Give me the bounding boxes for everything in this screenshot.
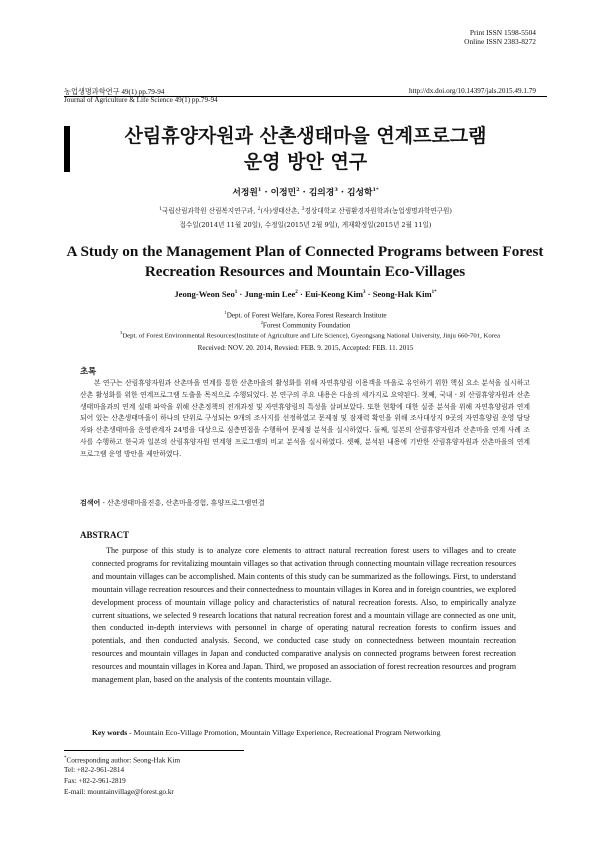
title-kr-line1: 산림휴양자원과 산촌생태마을 연계프로그램 <box>124 125 487 147</box>
affiliation-kr: $^1$국립산림과학원 산림복지연구과, $^2$(사)생태산촌, $^3$경상대학교 산림환경자원학과(농업생명과학연구원) <box>159 207 452 216</box>
keywords-kr: 검색어 - 산촌생태마을진흥, 산촌마을경험, 휴양프로그램연결 <box>80 498 265 507</box>
header-rule <box>64 96 547 97</box>
footnote-tel: Tel: +82-2-961-2814 <box>64 766 125 774</box>
title-en-line2: Recreation Resources and Mountain Eco-Villages <box>144 263 466 280</box>
title-kr-line2: 운영 방안 연구 <box>243 151 368 173</box>
abstract-en-body: The purpose of this study is to analyze core elements to attract natural recreation forest users to villages and to create connected programs for revitalizing mountain villages so that activation through connecting mountain village recreation resources and mountain villages can be accomplished. Main contents of this study can be summarized as the followings. First, to understand mountain village recreation resources and their connectedness to mountain villages in Korea and in foreign countries, we explored development process of mountain village policy and characteristics of natural recreation forests. Also, to empirically analyze current situations, we selected 9 research locations that natural recreation forest and a mountain village are connected as one unit, then conducted in-depth interviews with personnel in charge of operating natural recreation forests to confirm issues and potentials, and then conducted analysis. Second, we conducted case study on connectedness between mountain recreation resources and mountain villages in Japan and conducted comparative analysis on connected programs between forest recreation resources and mountain villages in Korea and Japan. Third, we proposed an association of forest recreation resources and program management plan, based on the analysis of the contents mountain village. <box>92 546 517 685</box>
footnote-rule <box>64 750 244 751</box>
dates-kr: 접수일(2014년 11월 20일), 수정일(2015년 2월 9일), 게재확정일(2015년 2월 11일) <box>179 221 432 229</box>
affiliation-en-1: $^1$Dept. of Forest Welfare, Korea Forest Research Institute <box>224 310 387 320</box>
print-issn: Print ISSN 1598-5504 <box>469 28 536 37</box>
footnote-email[interactable]: E-mail: mountainvillage@forest.go.kr <box>64 788 174 796</box>
keywords-en: Key words - Mountain Eco-Village Promotion, Mountain Village Experience, Recreational Program Networking <box>92 728 441 737</box>
journal-en: Journal of Agriculture & Life Science 49(1) pp.79-94 <box>64 96 218 104</box>
abstract-kr-heading: 초록 <box>80 366 97 376</box>
dates-en: Received: NOV. 20. 2014, Revsied: FEB. 9. 2015, Accepted: FEB. 11. 2015 <box>197 344 414 352</box>
footnote-fax: Fax: +82-2-961-2819 <box>64 777 126 785</box>
footnote-corresponding: *Corresponding author: Seong-Hak Kim <box>64 756 181 765</box>
doi-link[interactable]: http://dx.doi.org/10.14397/jals.2015.49.1.79 <box>408 87 536 95</box>
affiliation-en-2: $^2$Forest Community Foundation <box>260 320 351 330</box>
title-en-line1: A Study on the Management Plan of Connected Programs between Forest <box>66 243 544 260</box>
journal-kr: 농업생명과학연구 49(1) pp.79-94 <box>64 88 165 96</box>
abstract-en-heading: ABSTRACT <box>80 530 130 540</box>
authors-en: Jeong-Weon Seo$^1$ · Jung-min Lee$^2$ · Eui-Keong Kim$^3$ · Seong-Hak Kim$^{1*}$ <box>174 289 437 299</box>
authors-kr: 서정원$^1$ · 이정민$^2$ · 김의경$^3$ · 김성학$^{1*}$ <box>232 187 379 198</box>
abstract-kr-body: 본 연구는 산림휴양자원과 산촌마을 연계를 통한 산촌마을의 활성화를 위해 자연휴양림 이용객을 마을로 유인하기 위한 핵심 요소 분석을 실시하고 산촌 활성화를 위한 연계프로그램 도출을 목적으로 수행되었다. 본 연구의 주요 내용은 다음의 세가지로 요약된다. 첫째, 국내ㆍ외 산림휴양자원과 산촌생태마을과의 연계 실태 파악을 위해 산촌정책의 전개과정 및 자연휴양림의 특성을 살펴보았다. 또한 현황에 대한 실증 분석을 위해 자연휴양림과 연계되어 있는 산촌생태마을이 하나의 단위로 구성되는 9개의 조사지를 선정하였고 문제점 및 잠재력 확인을 위해 조사대상지 9곳의 자연휴양림 운영 담당자와 산촌생태마을 운영관계자 24명을 대상으로 심층면접을 수행하여 문제점 분석을 실시하였다. 둘째, 일본의 산림휴양자원과 산촌마을 연계 사례 조사를 수행하고 한국과 일본의 산림휴양자원 연계형 프로그램의 비교 분석을 실시하였다. 셋째, 분석된 내용에 기반한 산림휴양자원과 산촌마을의 연계 프로그램 운영 방안을 제안하였다. <box>80 379 530 458</box>
online-issn: Online ISSN 2383-8272 <box>464 37 536 46</box>
affiliation-en-3: $^3$Dept. of Forest Environmental Resources(Institute of Agriculture and Life Science), Gyeongsang National University, Jinju 660-701, Korea <box>120 330 500 340</box>
